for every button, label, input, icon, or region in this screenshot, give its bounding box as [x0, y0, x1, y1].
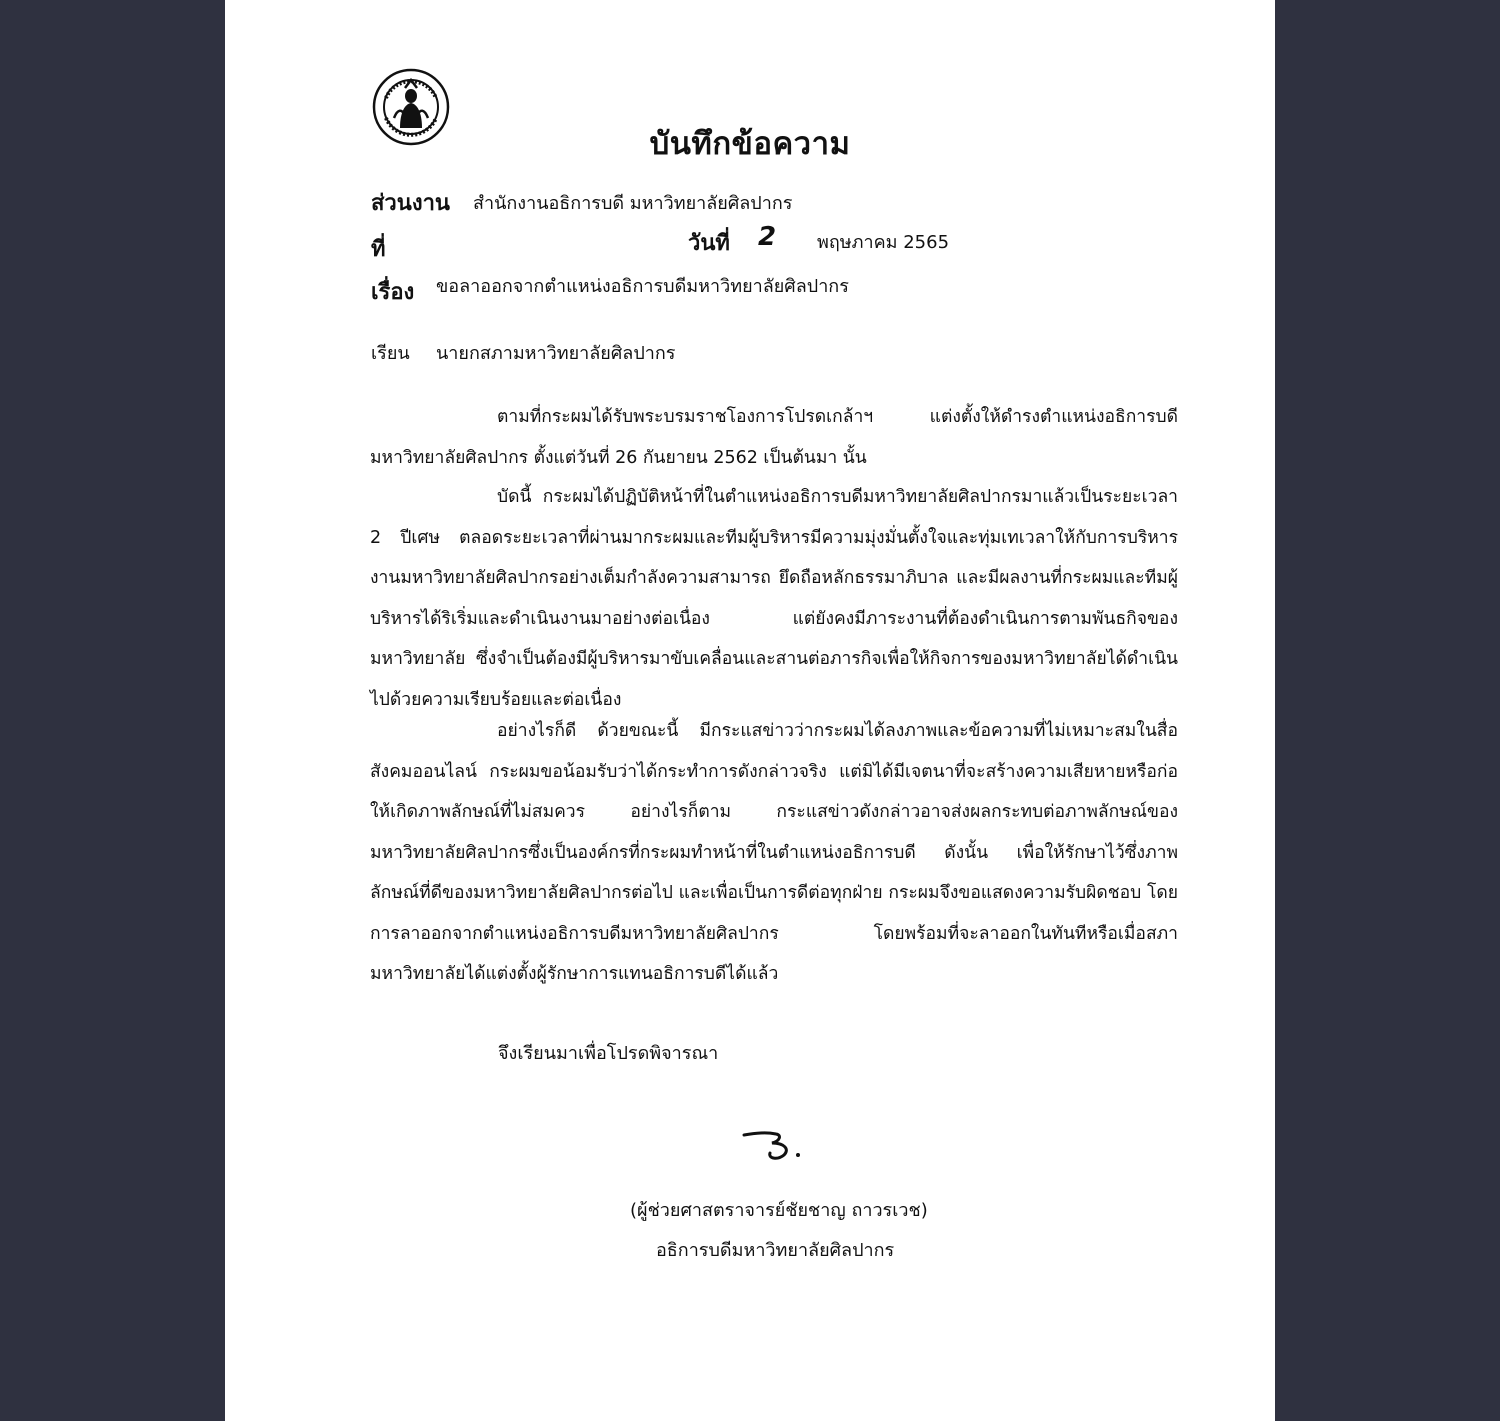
- date-day: 2: [758, 222, 777, 252]
- memo-title: บันทึกข้อความ: [649, 126, 851, 162]
- department-label: ส่วนงาน: [371, 191, 450, 216]
- body-paragraph-3: อย่างไรก็ดี ด้วยขณะนี้ มีกระแสข่าวว่ากระผมได้ลงภาพและข้อความที่ไม่เหมาะสมในสื่อสังคมออนไลน์ กระผมขอน้อมรับว่าได้กระทำการดังกล่าวจริง แต่มิได้มีเจตนาที่จะสร้างความเสียหายหรือก่อให้เกิดภาพลักษณ์ที่ไม่สมควร อย่างไรก็ตาม กระแสข่าวดังกล่าวอาจส่งผลกระทบต่อภาพลักษณ์ของมหาวิทยาลัยศิลปากรซึ่งเป็นองค์กรที่กระผมทำหน้าที่ในตำแหน่งอธิการบดี ดังนั้น เพื่อให้รักษาไว้ซึ่งภาพลักษณ์ที่ดีของมหาวิทยาลัยศิลปากรต่อไป และเพื่อเป็นการดีต่อทุกฝ่าย กระผมจึงขอแสดงความรับผิดชอบ โดยการลาออกจากตำแหน่งอธิการบดีมหาวิทยาลัยศิลปากร โดยพร้อมที่จะลาออกในทันทีหรือเมื่อสภามหาวิทยาลัยได้แต่งตั้งผู้รักษาการแทนอธิการบดีได้แล้ว: [370, 721, 1178, 984]
- subject-value: ขอลาออกจากตำแหน่งอธิการบดีมหาวิทยาลัยศิลปากร: [436, 276, 849, 297]
- to-label: เรียน: [371, 343, 410, 364]
- body-paragraph-1: ตามที่กระผมได้รับพระบรมราชโองการโปรดเกล้าฯ แต่งตั้งให้ดำรงตำแหน่งอธิการบดีมหาวิทยาลัยศิลปากร ตั้งแต่วันที่ 26 กันยายน 2562 เป็นต้นมา นั้น: [370, 407, 1178, 468]
- signer-position: อธิการบดีมหาวิทยาลัยศิลปากร: [656, 1240, 895, 1261]
- memo-page: [225, 0, 1275, 1421]
- closing-line: จึงเรียนมาเพื่อโปรดพิจารณา: [498, 1043, 719, 1064]
- department-value: สำนักงานอธิการบดี มหาวิทยาลัยศิลปากร: [473, 193, 793, 214]
- date-month-year: พฤษภาคม 2565: [817, 232, 950, 253]
- subject-label: เรื่อง: [371, 280, 415, 305]
- signer-name: (ผู้ช่วยศาสตราจารย์ชัยชาญ ถาวรเวช): [630, 1200, 928, 1221]
- to-value: นายกสภามหาวิทยาลัยศิลปากร: [436, 343, 676, 364]
- body-paragraph-2: บัดนี้ กระผมได้ปฏิบัติหน้าที่ในตำแหน่งอธิการบดีมหาวิทยาลัยศิลปากรมาแล้วเป็นระยะเวลา 2 ปีเศษ ตลอดระยะเวลาที่ผ่านมากระผมและทีมผู้บริหารมีความมุ่งมั่นตั้งใจและทุ่มเทเวลาให้กับการบริหารงานมหาวิทยาลัยศิลปากรอย่างเต็มกำลังความสามารถ ยึดถือหลักธรรมาภิบาล และมีผลงานที่กระผมและทีมผู้บริหารได้ริเริ่มและดำเนินงานมาอย่างต่อเนื่อง แต่ยังคงมีภาระงานที่ต้องดำเนินการตามพันธกิจของมหาวิทยาลัย ซึ่งจำเป็นต้องมีผู้บริหารมาขับเคลื่อนและสานต่อภารกิจเพื่อให้กิจการของมหาวิทยาลัยได้ดำเนินไปด้วยความเรียบร้อยและต่อเนื่อง: [370, 487, 1178, 710]
- date-label: วันที่: [688, 231, 730, 256]
- signature-mark: [740, 1125, 810, 1165]
- reference-label: ที่: [371, 237, 386, 262]
